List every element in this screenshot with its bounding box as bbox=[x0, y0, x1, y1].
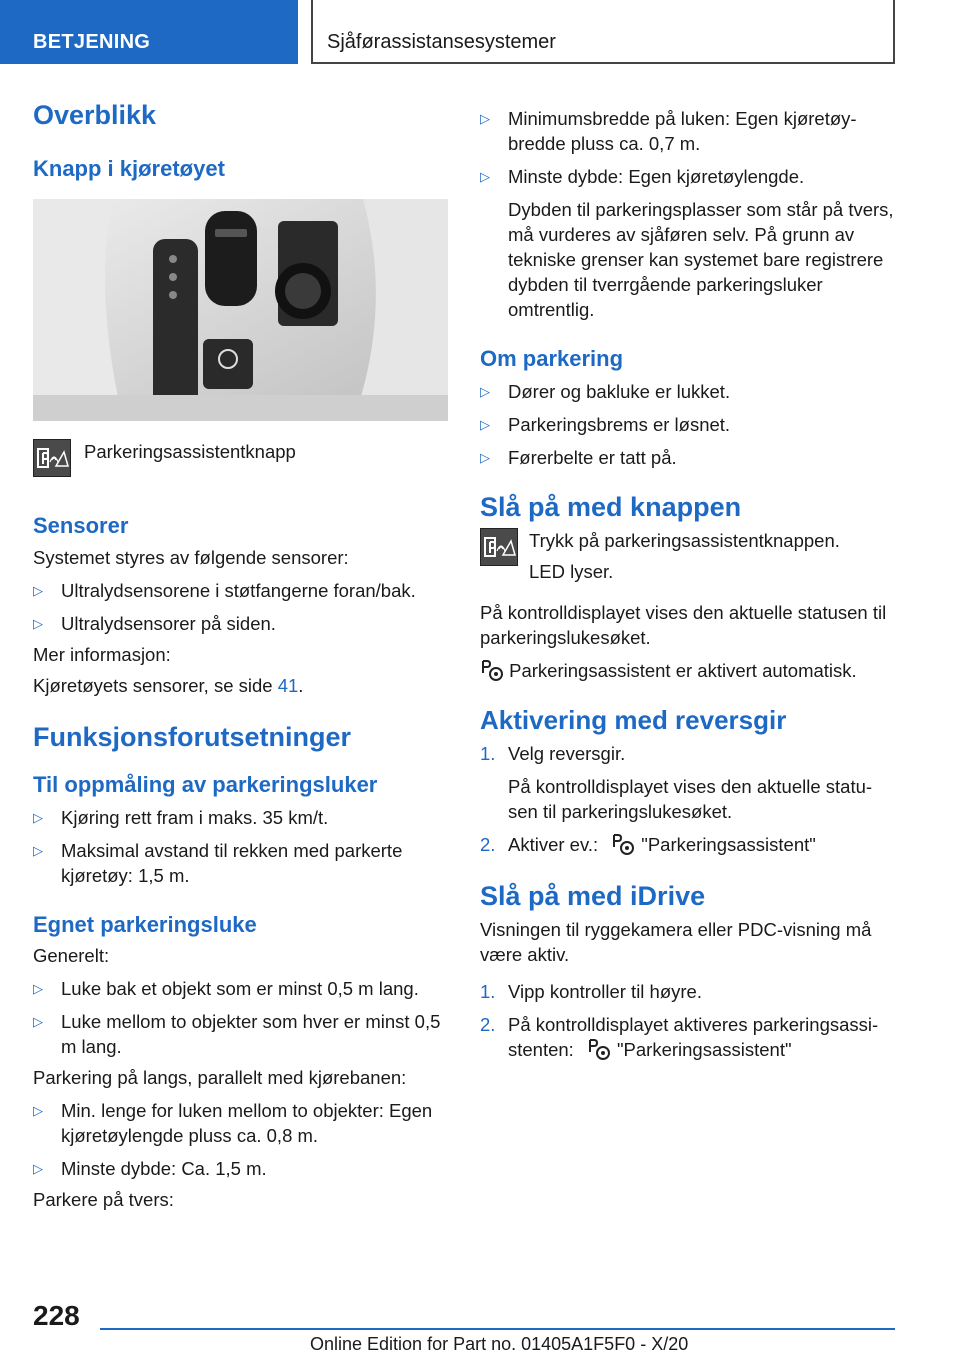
heading-overview: Overblikk bbox=[33, 100, 157, 130]
sensors-intro: Systemet styres av følgende sensorer: bbox=[33, 547, 349, 568]
list-item: 2. På kontrolldisplayet aktiveres parkeringsassistenten: "Parkeringsassistent" bbox=[480, 1014, 879, 1060]
auto-active: Parkeringsassistent er aktivert automatisk. bbox=[480, 658, 895, 683]
list-item: ▷ Maksimal avstand til rekken med parkerte kjøretøy: 1,5 m. bbox=[33, 840, 403, 886]
heading-button: Knapp i kjøretøyet bbox=[33, 156, 225, 181]
button-caption: Parkeringsassistentknapp bbox=[84, 441, 296, 462]
list-item: ▷ Minimumsbredde på luken: Egen kjøretøybredde pluss ca. 0,7 m. bbox=[480, 108, 857, 154]
header-section: BETJENING bbox=[0, 0, 298, 64]
bullet-icon: ▷ bbox=[33, 843, 43, 858]
idrive-intro: Visningen til ryggekamera eller PDC-visning må være aktiv. bbox=[480, 919, 872, 965]
footer-edition: Online Edition for Part no. 01405A1F5F0 - X/20 bbox=[310, 1334, 689, 1354]
parallel-label: Parkering på langs, parallelt med kjørebanen: bbox=[33, 1067, 407, 1088]
bullet-icon: ▷ bbox=[480, 450, 490, 465]
press-text: Trykk på parkeringsassistentknappen. LED lyser. bbox=[529, 530, 840, 582]
bullet-icon: ▷ bbox=[480, 111, 490, 126]
list-item: ▷ Minste dybde: Egen kjøretøylengde. bbox=[480, 166, 805, 187]
reverse-sub: På kontrolldisplayet vises den aktuelle statusen til parkeringslukesøket. bbox=[508, 776, 873, 822]
list-item: ▷ Kjøring rett fram i maks. 35 km/t. bbox=[33, 807, 329, 828]
console-photo bbox=[33, 199, 448, 421]
bullet-icon: ▷ bbox=[33, 1103, 43, 1118]
list-item: ▷ Førerbelte er tatt på. bbox=[480, 447, 677, 468]
parking-wheel-icon bbox=[587, 1038, 611, 1060]
list-item: ▷ Parkeringsbrems er løsnet. bbox=[480, 414, 731, 435]
bullet-icon: ▷ bbox=[33, 583, 43, 598]
list-item: ▷ Luke bak et objekt som er minst 0,5 m lang. bbox=[33, 978, 419, 999]
cross-note: Dybden til parkeringsplasser som står på tvers, må vurderes av sjåføren selv. På grunn av tekniske grenser kan systemet bare registrere dybden til tverrgående parkeringsluker omtrentlig. bbox=[508, 199, 894, 320]
list-item: 1. Velg reversgir. bbox=[480, 743, 626, 764]
parking-assist-key-icon bbox=[33, 439, 71, 477]
heading-measurement: Til oppmåling av parkeringsluker bbox=[33, 772, 378, 797]
bullet-icon: ▷ bbox=[33, 616, 43, 631]
list-item: ▷ Ultralydsensorene i støtfangerne foran/bak. bbox=[33, 580, 416, 601]
parking-wheel-icon bbox=[480, 659, 504, 681]
parking-wheel-icon bbox=[611, 833, 635, 855]
list-item: ▷ Minste dybde: Ca. 1,5 m. bbox=[33, 1158, 267, 1179]
bullet-icon: ▷ bbox=[33, 981, 43, 996]
list-item: ▷ Dører og bakluke er lukket. bbox=[480, 381, 731, 402]
list-item: ▷ Ultralydsensorer på siden. bbox=[33, 613, 276, 634]
header-chapter: Sjåførassistansesystemer bbox=[311, 0, 895, 64]
more-info: Mer informasjon: bbox=[33, 644, 171, 665]
bullet-icon: ▷ bbox=[33, 810, 43, 825]
list-item: 2. Aktiver ev.: "Parkeringsassistent" bbox=[480, 834, 816, 855]
bullet-icon: ▷ bbox=[480, 169, 490, 184]
parking-assist-key-icon bbox=[480, 528, 518, 566]
page-link[interactable]: 41 bbox=[277, 675, 299, 696]
right-column bbox=[480, 106, 895, 1062]
list-item: ▷ Min. lenge for luken mellom to objekter: Egen kjøretøylengde pluss ca. 0,8 m. bbox=[33, 1100, 433, 1146]
heading-suitable-space: Egnet parkeringsluke bbox=[33, 912, 257, 937]
display-status: På kontrolldisplayet vises den aktuelle statusen til parkeringslukesøket. bbox=[480, 602, 887, 648]
button-caption-row bbox=[33, 439, 448, 483]
bullet-icon: ▷ bbox=[33, 1014, 43, 1029]
press-button-row bbox=[480, 528, 895, 588]
bullet-icon: ▷ bbox=[33, 1161, 43, 1176]
left-column bbox=[33, 98, 448, 1212]
bullet-icon: ▷ bbox=[480, 417, 490, 432]
page-number: 228 bbox=[33, 1300, 80, 1331]
bullet-icon: ▷ bbox=[480, 384, 490, 399]
heading-prerequisites: Funksjonsforutsetninger bbox=[33, 722, 352, 752]
list-item: 1. Vipp kontroller til høyre. bbox=[480, 981, 702, 1002]
heading-about-parking: Om parkering bbox=[480, 346, 624, 371]
heading-button-on: Slå på med knappen bbox=[480, 492, 742, 522]
heading-reverse: Aktivering med reversgir bbox=[480, 705, 787, 735]
heading-idrive: Slå på med iDrive bbox=[480, 881, 706, 911]
heading-sensors: Sensorer bbox=[33, 513, 129, 538]
footer-rule bbox=[100, 1328, 895, 1330]
sensor-reference: Kjøretøyets sensorer, se side 41. bbox=[33, 675, 304, 696]
cross-label: Parkere på tvers: bbox=[33, 1189, 174, 1210]
general-label: Generelt: bbox=[33, 945, 110, 966]
list-item: ▷ Luke mellom to objekter som hver er minst 0,5 m lang. bbox=[33, 1011, 441, 1057]
